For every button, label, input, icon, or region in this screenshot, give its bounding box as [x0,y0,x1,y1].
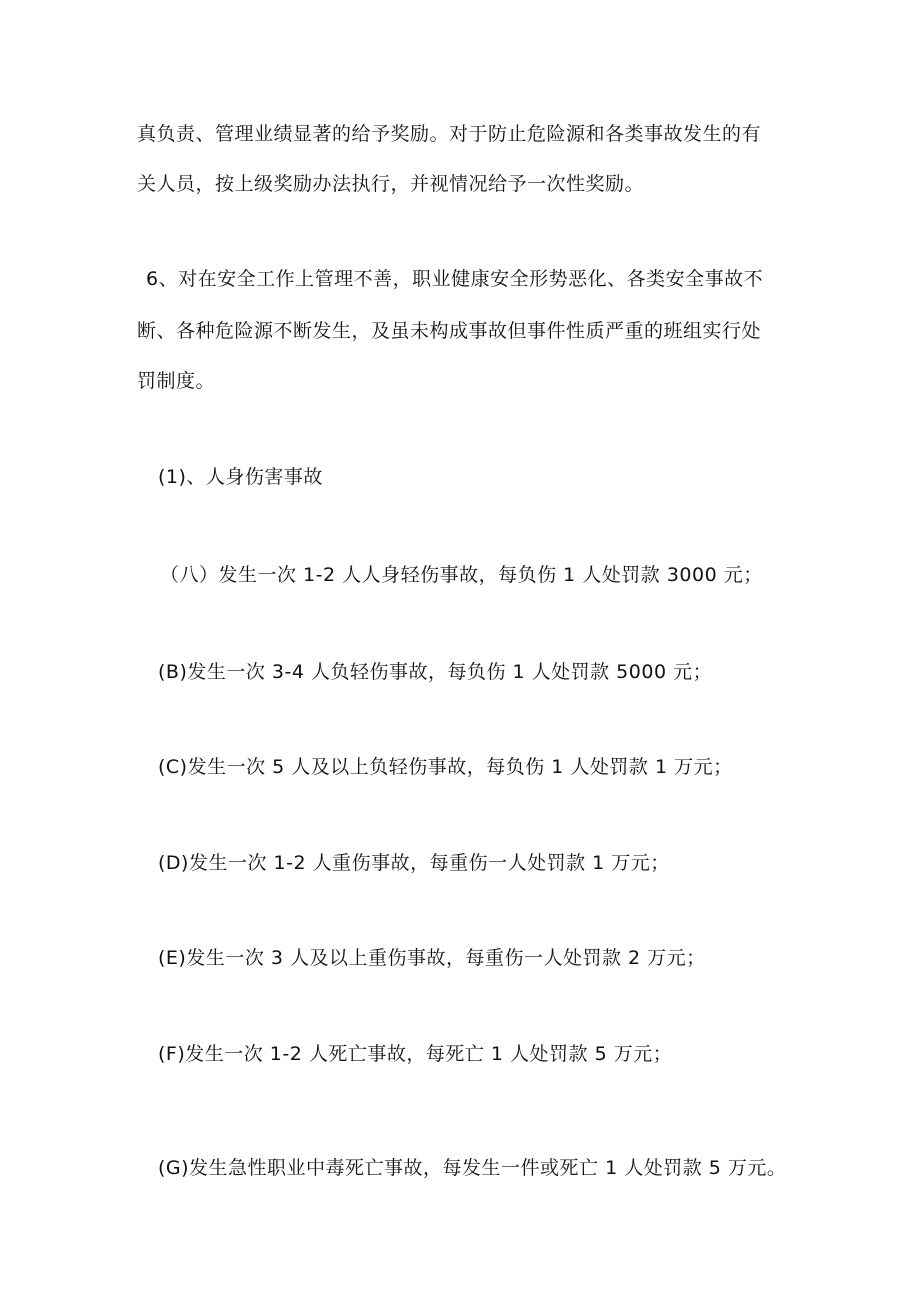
penalty-item-g: (G)发生急性职业中毒死亡事故，每发生一件或死亡 1 人处罚款 5 万元。 [158,1157,787,1179]
section-6-line-3: 罚制度。 [137,370,216,392]
penalty-item-a: （八）发生一次 1-2 人人身轻伤事故，每负伤 1 人处罚款 3000 元； [160,564,763,586]
subsection-1-title: (1)、人身伤害事故 [158,466,323,488]
penalty-item-b: (B)发生一次 3-4 人负轻伤事故，每负伤 1 人处罚款 5000 元； [158,661,713,683]
intro-line-1: 真负责、管理业绩显著的给予奖励。对于防止危险源和各类事故发生的有 [137,123,762,145]
section-6-line-2: 断、各种危险源不断发生，及虽未构成事故但事件性质严重的班组实行处 [137,320,762,342]
penalty-item-c: (C)发生一次 5 人及以上负轻伤事故，每负伤 1 人处罚款 1 万元； [158,756,733,778]
intro-line-2: 关人员，按上级奖励办法执行，并视情况给予一次性奖励。 [137,173,645,195]
penalty-item-f: (F)发生一次 1-2 人死亡事故，每死亡 1 人处罚款 5 万元； [158,1043,673,1065]
penalty-item-e: (E)发生一次 3 人及以上重伤事故，每重伤一人处罚款 2 万元； [158,947,706,969]
section-6-line-1: 6、对在安全工作上管理不善，职业健康安全形势恶化、各类安全事故不 [146,268,764,290]
penalty-item-d: (D)发生一次 1-2 人重伤事故，每重伤一人处罚款 1 万元； [158,852,670,874]
